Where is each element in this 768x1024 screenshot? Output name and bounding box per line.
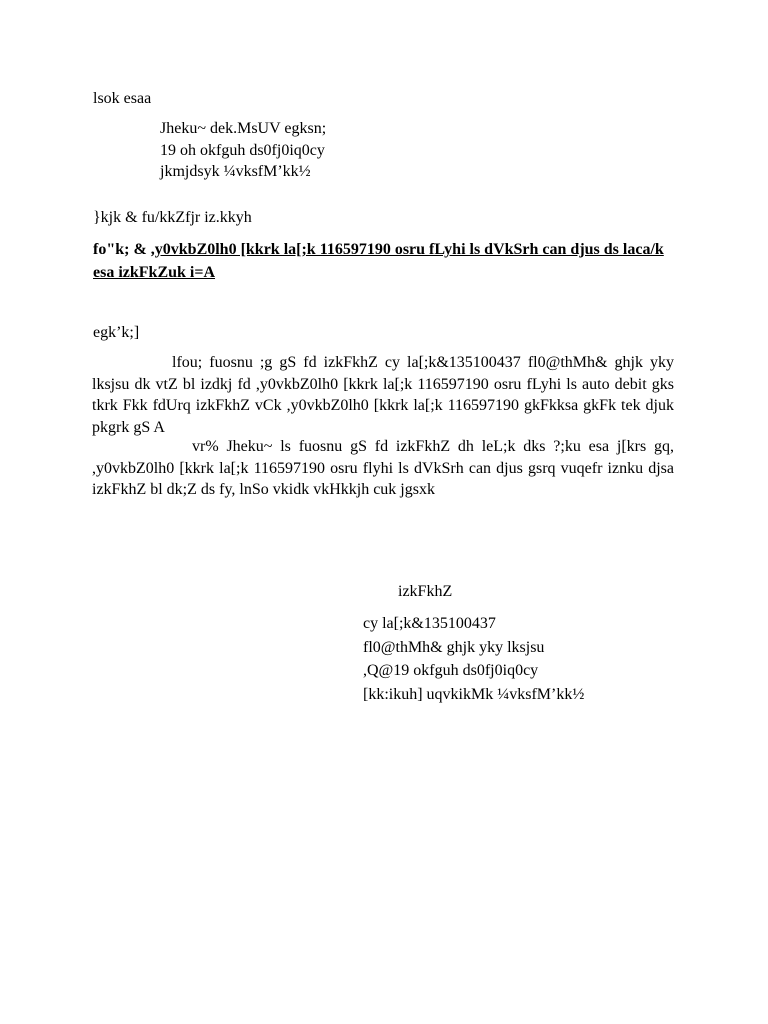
signature-line: [kk:ikuh] uqvkikMk ¼vksfM’kk½ — [363, 685, 585, 703]
recipient-address — [160, 118, 326, 183]
recipient-line: jkmjdsyk ¼vksfM’kk½ — [160, 163, 311, 180]
recipient-line: 19 oh okfguh ds0fj0iq0cy — [160, 141, 325, 159]
subject-line — [93, 238, 673, 284]
signature-line: cy la[;k&135100437 — [363, 615, 496, 632]
signature-line: fl0@thMh& ghjk yky lksjsu — [363, 638, 545, 656]
body-paragraph: lfou; fuosnu ;g gS fd izkFkhZ cy la[;k&135100437 fl0@thMh& ghjk yky lksjsu dk vtZ bl izdkj fd ,y0vkbZ0lh0 [kkrk la[;k 116597190 osru fLyhi ls auto debit gks tkrk Fkk fdUrq izkFkhZ vCk ,y0vkbZ0lh0 [kkrk la[;k 116597190 gkFkksa gkFk tek djuk pkgrk gS A — [92, 354, 674, 436]
signature-block — [363, 612, 584, 706]
recipient-line: Jheku~ dek.MsUV egksn; — [160, 120, 327, 137]
via-line: }kjk & fu/kkZfjr iz.kkyh — [93, 209, 252, 226]
subject-text: ,y0vkbZ0lh0 [kkrk la[;k 116597190 osru fLyhi ls dVkSrh can djus ds laca/k esa izkFkZuk i=A — [93, 241, 664, 281]
signature-title: izkFkhZ — [398, 583, 453, 600]
body-paragraph: vr% Jheku~ ls fuosnu gS fd izkFkhZ dh leL;k dks ?;ku esa j[krs gq, ,y0vkbZ0lh0 [kkrk la[;k 116597190 osru flyhi ls dVkSrh can djus gsrq vuqefr iznku djsa izkFkhZ bl dk;Z ds fy, lnSo vkidk vkHkkjh cuk jgsxk — [92, 438, 674, 499]
salutation: egk’k;] — [93, 324, 140, 341]
addressee-line: lsok esaa — [93, 90, 152, 107]
subject-label: fo"k; & — [93, 241, 151, 258]
signature-line: ,Q@19 okfguh ds0fj0iq0cy — [363, 662, 539, 679]
